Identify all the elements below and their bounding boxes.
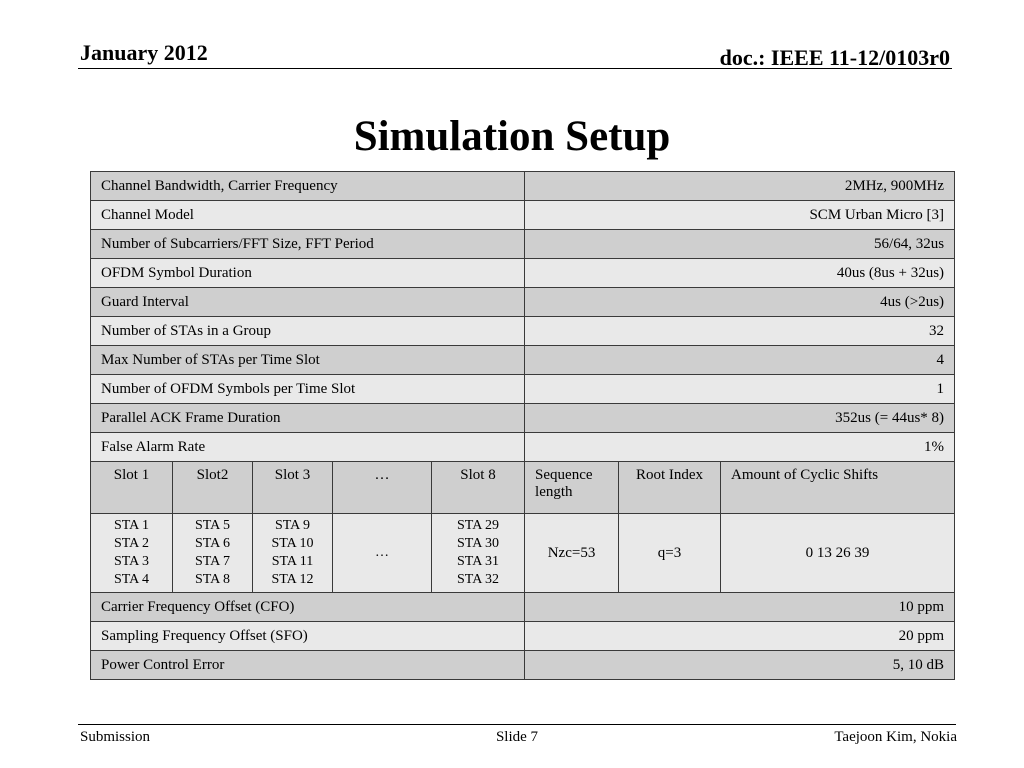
- station-label: STA 3: [113, 554, 150, 569]
- param-label: Channel Model: [91, 201, 525, 230]
- table-row: [91, 375, 955, 404]
- table-row: [91, 230, 955, 259]
- slot-header-row: [91, 462, 955, 514]
- param-label: Number of OFDM Symbols per Time Slot: [91, 375, 525, 404]
- param-label: Max Number of STAs per Time Slot: [91, 346, 525, 375]
- param-label: Carrier Frequency Offset (CFO): [91, 593, 525, 622]
- cyclic-shifts-value: 0 13 26 39: [721, 514, 955, 593]
- station-label: STA 8: [194, 572, 231, 587]
- station-label: STA 9: [274, 518, 311, 533]
- header-date: January 2012: [80, 40, 208, 65]
- param-label: Guard Interval: [91, 288, 525, 317]
- param-value: 40us (8us + 32us): [525, 259, 955, 288]
- table-row: [91, 346, 955, 375]
- station-label: STA 11: [271, 554, 314, 569]
- sequence-length-value: Nzc=53: [525, 514, 619, 593]
- param-label: OFDM Symbol Duration: [91, 259, 525, 288]
- param-label: Number of STAs in a Group: [91, 317, 525, 346]
- station-label: STA 10: [271, 536, 314, 551]
- root-index-value: q=3: [619, 514, 721, 593]
- table-row: [91, 651, 955, 680]
- table-row: [91, 622, 955, 651]
- slot-1-stations: [91, 514, 173, 593]
- param-label: Number of Subcarriers/FFT Size, FFT Period: [91, 230, 525, 259]
- station-label: STA 32: [456, 572, 500, 587]
- footer-divider: [78, 724, 956, 725]
- table-row: [91, 259, 955, 288]
- footer-author: Taejoon Kim, Nokia: [834, 729, 957, 745]
- sequence-length-header: Sequence length: [525, 462, 619, 514]
- param-value: 1: [525, 375, 955, 404]
- param-label: Sampling Frequency Offset (SFO): [91, 622, 525, 651]
- table-row: [91, 317, 955, 346]
- cyclic-shifts-header: Amount of Cyclic Shifts: [721, 462, 955, 514]
- param-value: 4: [525, 346, 955, 375]
- footer-slide-number: Slide 7: [495, 729, 539, 745]
- table-row: [91, 404, 955, 433]
- station-label: STA 4: [113, 572, 150, 587]
- slot-header: Slot2: [173, 462, 253, 514]
- param-value: 352us (= 44us* 8): [525, 404, 955, 433]
- slot-8-stations: [432, 514, 525, 593]
- slide-title: Simulation Setup: [353, 113, 671, 160]
- param-label: Channel Bandwidth, Carrier Frequency: [91, 172, 525, 201]
- station-label: STA 29: [456, 518, 500, 533]
- station-label: STA 7: [194, 554, 231, 569]
- station-label: STA 12: [271, 572, 314, 587]
- station-label: STA 5: [194, 518, 231, 533]
- station-label: STA 31: [456, 554, 500, 569]
- station-label: STA 1: [113, 518, 150, 533]
- slot-header: …: [333, 462, 432, 514]
- param-value: 4us (>2us): [525, 288, 955, 317]
- station-label: STA 30: [456, 536, 500, 551]
- simulation-parameters-table: [90, 171, 955, 680]
- param-value: 32: [525, 317, 955, 346]
- table-row: [91, 172, 955, 201]
- slot-values-row: [91, 514, 955, 593]
- param-value: 5, 10 dB: [525, 651, 955, 680]
- table-row: [91, 201, 955, 230]
- table-row: [91, 433, 955, 462]
- param-label: False Alarm Rate: [91, 433, 525, 462]
- param-value: 1%: [525, 433, 955, 462]
- header-divider: [78, 68, 952, 69]
- slot-header: Slot 8: [432, 462, 525, 514]
- slot-header: Slot 1: [91, 462, 173, 514]
- slot-ellipsis: …: [333, 514, 432, 593]
- root-index-header: Root Index: [619, 462, 721, 514]
- slot-2-stations: [173, 514, 253, 593]
- param-value: 56/64, 32us: [525, 230, 955, 259]
- header-doc-id: doc.: IEEE 11-12/0103r0: [719, 45, 950, 70]
- table-row: [91, 593, 955, 622]
- slot-header: Slot 3: [253, 462, 333, 514]
- footer-submission: Submission: [80, 729, 151, 745]
- param-label: Parallel ACK Frame Duration: [91, 404, 525, 433]
- station-label: STA 6: [194, 536, 231, 551]
- param-label: Power Control Error: [91, 651, 525, 680]
- param-value: 20 ppm: [525, 622, 955, 651]
- param-value: 10 ppm: [525, 593, 955, 622]
- station-label: STA 2: [113, 536, 150, 551]
- slot-3-stations: [253, 514, 333, 593]
- param-value: SCM Urban Micro [3]: [525, 201, 955, 230]
- param-value: 2MHz, 900MHz: [525, 172, 955, 201]
- table-row: [91, 288, 955, 317]
